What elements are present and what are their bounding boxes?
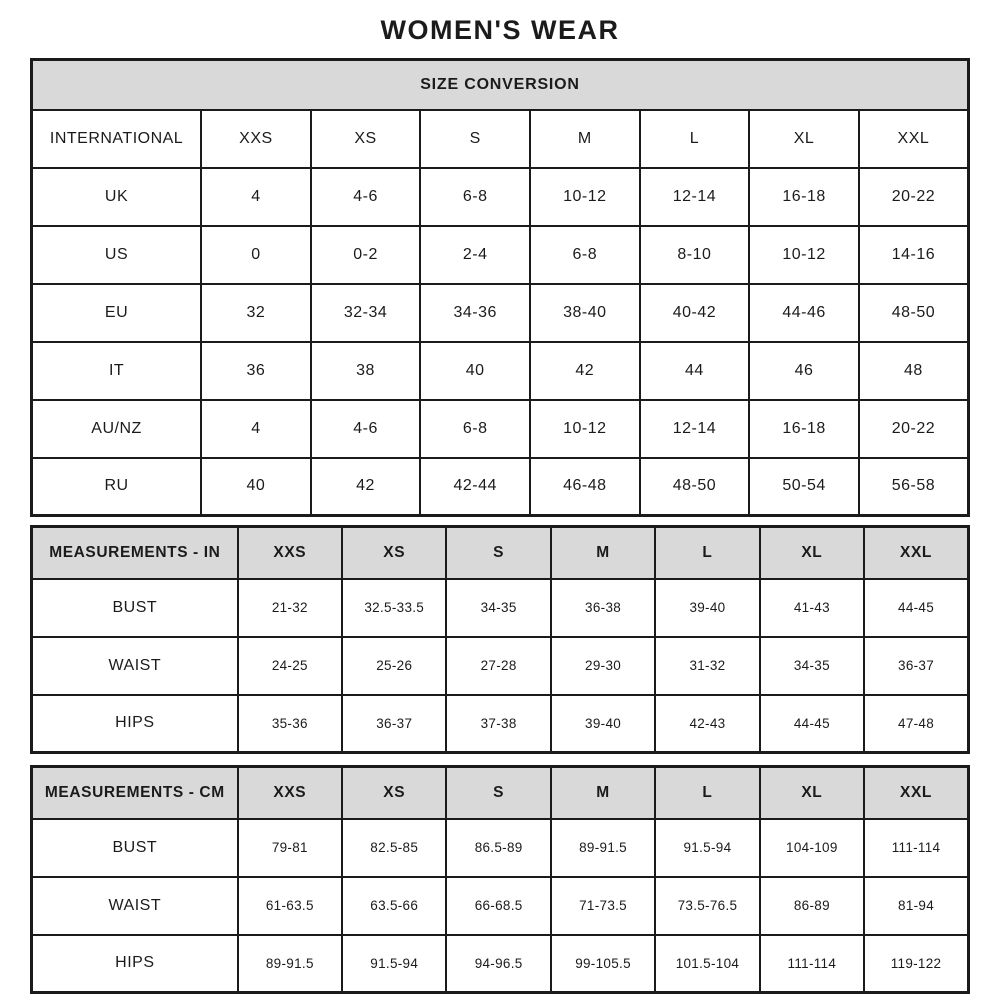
value-cell: 44 — [640, 342, 750, 400]
value-cell: 86-89 — [760, 877, 864, 935]
column-header: M — [551, 767, 655, 819]
corner-label: INTERNATIONAL — [32, 110, 202, 168]
value-cell: 8-10 — [640, 226, 750, 284]
row-label: US — [32, 226, 202, 284]
value-cell: 42 — [311, 458, 421, 516]
value-cell: 34-36 — [420, 284, 530, 342]
column-header: XXL — [864, 527, 968, 579]
tables-container — [30, 58, 970, 994]
value-cell: 50-54 — [749, 458, 859, 516]
size-conversion-row-au-nz — [32, 400, 969, 458]
size-conversion-title: SIZE CONVERSION — [32, 60, 969, 110]
value-cell: 91.5-94 — [655, 819, 759, 877]
measurements-in-header-row — [32, 527, 969, 579]
value-cell: 66-68.5 — [446, 877, 550, 935]
value-cell: 37-38 — [446, 695, 550, 753]
measurements-in-row-hips — [32, 695, 969, 753]
column-header: XXS — [238, 527, 342, 579]
column-header: XL — [760, 527, 864, 579]
row-label: HIPS — [32, 695, 238, 753]
column-header: S — [446, 767, 550, 819]
size-conversion-row-uk — [32, 168, 969, 226]
value-cell: 34-35 — [446, 579, 550, 637]
value-cell: 4 — [201, 168, 311, 226]
value-cell: 81-94 — [864, 877, 968, 935]
value-cell: 27-28 — [446, 637, 550, 695]
size-conversion-title-row — [32, 60, 969, 110]
value-cell: 46 — [749, 342, 859, 400]
table-title: MEASUREMENTS - CM — [32, 767, 238, 819]
row-label: BUST — [32, 819, 238, 877]
value-cell: 12-14 — [640, 168, 750, 226]
value-cell: 99-105.5 — [551, 935, 655, 993]
value-cell: 16-18 — [749, 400, 859, 458]
value-cell: 111-114 — [864, 819, 968, 877]
size-conversion-columns-row — [32, 110, 969, 168]
value-cell: 25-26 — [342, 637, 446, 695]
value-cell: 20-22 — [859, 168, 969, 226]
row-label: HIPS — [32, 935, 238, 993]
measurements-in-table — [30, 525, 970, 754]
value-cell: 32-34 — [311, 284, 421, 342]
value-cell: 46-48 — [530, 458, 640, 516]
size-conversion-row-us — [32, 226, 969, 284]
value-cell: 36 — [201, 342, 311, 400]
size-conversion-row-it — [32, 342, 969, 400]
value-cell: 36-37 — [864, 637, 968, 695]
value-cell: 24-25 — [238, 637, 342, 695]
column-header: XXS — [201, 110, 311, 168]
value-cell: 79-81 — [238, 819, 342, 877]
value-cell: 6-8 — [420, 168, 530, 226]
column-header: XS — [311, 110, 421, 168]
value-cell: 39-40 — [655, 579, 759, 637]
value-cell: 6-8 — [420, 400, 530, 458]
size-conversion-row-ru — [32, 458, 969, 516]
value-cell: 40 — [420, 342, 530, 400]
value-cell: 4-6 — [311, 400, 421, 458]
column-header: XXS — [238, 767, 342, 819]
value-cell: 14-16 — [859, 226, 969, 284]
measurements-cm-row-bust — [32, 819, 969, 877]
value-cell: 42-43 — [655, 695, 759, 753]
measurements-cm-header-row — [32, 767, 969, 819]
value-cell: 6-8 — [530, 226, 640, 284]
value-cell: 44-45 — [760, 695, 864, 753]
value-cell: 48-50 — [640, 458, 750, 516]
row-label: EU — [32, 284, 202, 342]
value-cell: 71-73.5 — [551, 877, 655, 935]
measurements-in-row-bust — [32, 579, 969, 637]
value-cell: 4 — [201, 400, 311, 458]
value-cell: 38-40 — [530, 284, 640, 342]
value-cell: 10-12 — [530, 400, 640, 458]
row-label: IT — [32, 342, 202, 400]
value-cell: 86.5-89 — [446, 819, 550, 877]
measurements-cm-row-hips — [32, 935, 969, 993]
column-header: XL — [760, 767, 864, 819]
value-cell: 44-46 — [749, 284, 859, 342]
value-cell: 91.5-94 — [342, 935, 446, 993]
page-title: WOMEN'S WEAR — [380, 15, 620, 45]
column-header: XS — [342, 767, 446, 819]
value-cell: 101.5-104 — [655, 935, 759, 993]
value-cell: 4-6 — [311, 168, 421, 226]
value-cell: 2-4 — [420, 226, 530, 284]
value-cell: 47-48 — [864, 695, 968, 753]
value-cell: 21-32 — [238, 579, 342, 637]
row-label: AU/NZ — [32, 400, 202, 458]
value-cell: 35-36 — [238, 695, 342, 753]
row-label: WAIST — [32, 637, 238, 695]
column-header: XS — [342, 527, 446, 579]
value-cell: 16-18 — [749, 168, 859, 226]
size-conversion-row-eu — [32, 284, 969, 342]
value-cell: 42-44 — [420, 458, 530, 516]
column-header: XXL — [864, 767, 968, 819]
value-cell: 119-122 — [864, 935, 968, 993]
value-cell: 32 — [201, 284, 311, 342]
value-cell: 41-43 — [760, 579, 864, 637]
value-cell: 12-14 — [640, 400, 750, 458]
value-cell: 44-45 — [864, 579, 968, 637]
size-conversion-table — [30, 58, 970, 517]
value-cell: 42 — [530, 342, 640, 400]
column-header: L — [655, 527, 759, 579]
column-header: S — [446, 527, 550, 579]
value-cell: 40 — [201, 458, 311, 516]
value-cell: 10-12 — [749, 226, 859, 284]
value-cell: 36-38 — [551, 579, 655, 637]
row-label: WAIST — [32, 877, 238, 935]
value-cell: 32.5-33.5 — [342, 579, 446, 637]
value-cell: 34-35 — [760, 637, 864, 695]
row-label: RU — [32, 458, 202, 516]
value-cell: 48-50 — [859, 284, 969, 342]
value-cell: 40-42 — [640, 284, 750, 342]
row-label: UK — [32, 168, 202, 226]
value-cell: 94-96.5 — [446, 935, 550, 993]
value-cell: 73.5-76.5 — [655, 877, 759, 935]
column-header: M — [551, 527, 655, 579]
table-title: MEASUREMENTS - IN — [32, 527, 238, 579]
value-cell: 48 — [859, 342, 969, 400]
value-cell: 39-40 — [551, 695, 655, 753]
value-cell: 29-30 — [551, 637, 655, 695]
column-header: L — [655, 767, 759, 819]
value-cell: 10-12 — [530, 168, 640, 226]
measurements-cm-row-waist — [32, 877, 969, 935]
measurements-in-row-waist — [32, 637, 969, 695]
value-cell: 36-37 — [342, 695, 446, 753]
value-cell: 82.5-85 — [342, 819, 446, 877]
value-cell: 20-22 — [859, 400, 969, 458]
value-cell: 38 — [311, 342, 421, 400]
column-header: S — [420, 110, 530, 168]
column-header: XL — [749, 110, 859, 168]
value-cell: 111-114 — [760, 935, 864, 993]
value-cell: 0 — [201, 226, 311, 284]
value-cell: 31-32 — [655, 637, 759, 695]
value-cell: 104-109 — [760, 819, 864, 877]
column-header: M — [530, 110, 640, 168]
value-cell: 56-58 — [859, 458, 969, 516]
value-cell: 89-91.5 — [551, 819, 655, 877]
value-cell: 61-63.5 — [238, 877, 342, 935]
measurements-cm-table — [30, 765, 970, 994]
row-label: BUST — [32, 579, 238, 637]
value-cell: 89-91.5 — [238, 935, 342, 993]
column-header: L — [640, 110, 750, 168]
column-header: XXL — [859, 110, 969, 168]
value-cell: 0-2 — [311, 226, 421, 284]
value-cell: 63.5-66 — [342, 877, 446, 935]
